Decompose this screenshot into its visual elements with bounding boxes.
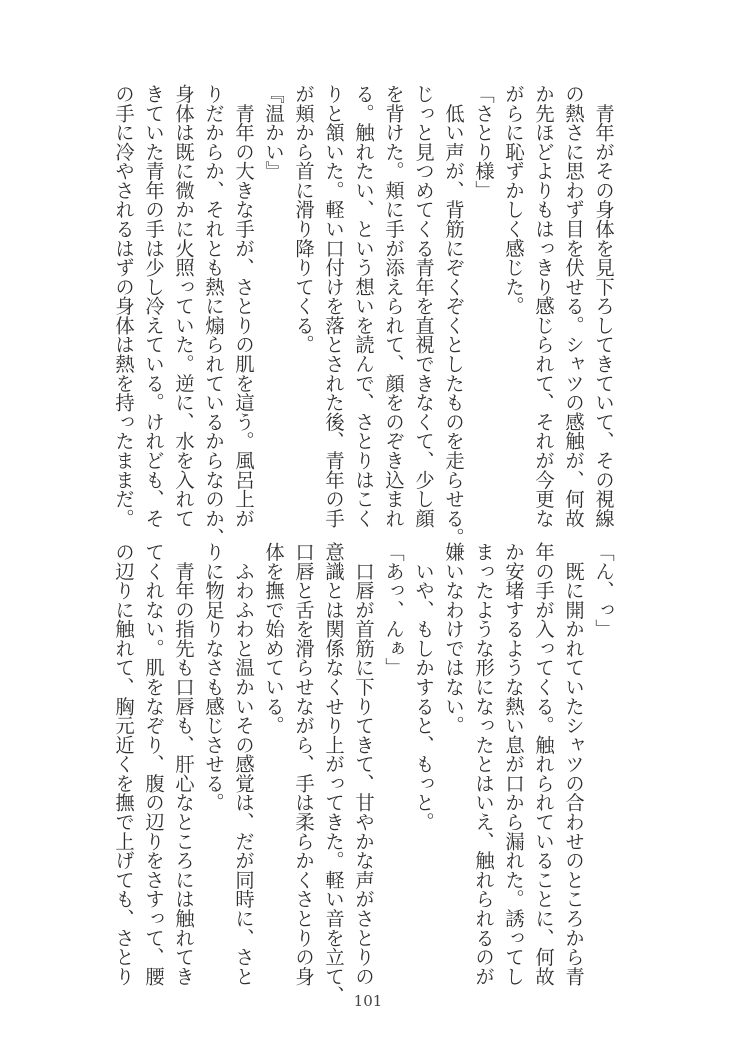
text-column: か安堵するような熱い息が口から漏れた。誘ってし [502,542,525,986]
page-number: 101 [353,992,383,1010]
text-column: 青年の大きな手が、さとりの肌を這う。風呂上が [232,84,255,528]
text-column: 「さとり様」 [472,84,495,200]
text-column: 身体は既に微かに火照っていた。逆に、水を入れて [172,84,195,528]
text-column: ふわふわと温かいその感覚は、だが同時に、さと [232,542,255,986]
text-column: 「ん、っ」 [592,542,615,639]
text-column: 口唇と舌を滑らせながら、手は柔らかくさとりの身 [292,542,315,986]
text-column: の手に冷やされるはずの身体は熱を持ったままだ。 [112,84,135,528]
text-column: 低い声が、背筋にぞくぞくとしたものを走らせる。 [442,84,465,547]
text-column: 『温かい』 [262,84,285,181]
text-column: を背けた。頬に手が添えられて、顔をのぞき込まれ [382,84,405,528]
text-column: がらに恥ずかしく感じた。 [502,84,525,316]
text-column: 既に開かれていたシャツの合わせのところから青 [562,542,585,986]
text-column: の熱さに思わず目を伏せる。シャツの感触が、何故 [562,84,585,528]
text-column: りだからか、それとも熱に煽られているからなのか、 [202,84,225,547]
text-column: の辺りに触れて、胸元近くを撫で上げても、さとり [112,542,135,986]
text-column: てくれない。肌をなぞり、腹の辺りをさすって、腰 [142,542,165,986]
text-column: じっと見つめてくる青年を直視できなくて、少し顔 [412,84,435,528]
text-column: 嫌いなわけではない。 [442,542,465,735]
text-column: る。触れたい、という想いを読んで、さとりはこく [352,84,375,528]
text-column: 口唇が首筋に下りてきて、甘やかな声がさとりの [352,542,375,986]
text-column: いや、もしかすると、もっと。 [412,542,435,832]
text-column: まったような形になったとはいえ、触れられるのが [472,542,495,986]
text-column: りに物足りなさも感じさせる。 [202,542,225,813]
text-column: きていた青年の手は少し冷えている。けれども、そ [142,84,165,528]
text-column: 青年がその身体を見下ろしてきていて、その視線 [592,84,615,528]
text-column: 意識とは関係なくせり上がってきた。軽い音を立て、 [322,542,345,1005]
text-column: 「あっ、んぁ」 [382,542,405,678]
text-column: 体を撫で始めている。 [262,542,285,735]
text-column: が頬から首に滑り降りてくる。 [292,84,315,355]
text-column: 青年の指先も口唇も、肝心なところには触れてき [172,542,195,986]
text-column: 年の手が入ってくる。触れられていることに、何故 [532,542,555,986]
text-column: か先ほどよりもはっきり感じられて、それが今更な [532,84,555,528]
text-column: りと頷いた。軽い口付けを落とされた後、青年の手 [322,84,345,528]
text-block-upper [108,84,618,547]
